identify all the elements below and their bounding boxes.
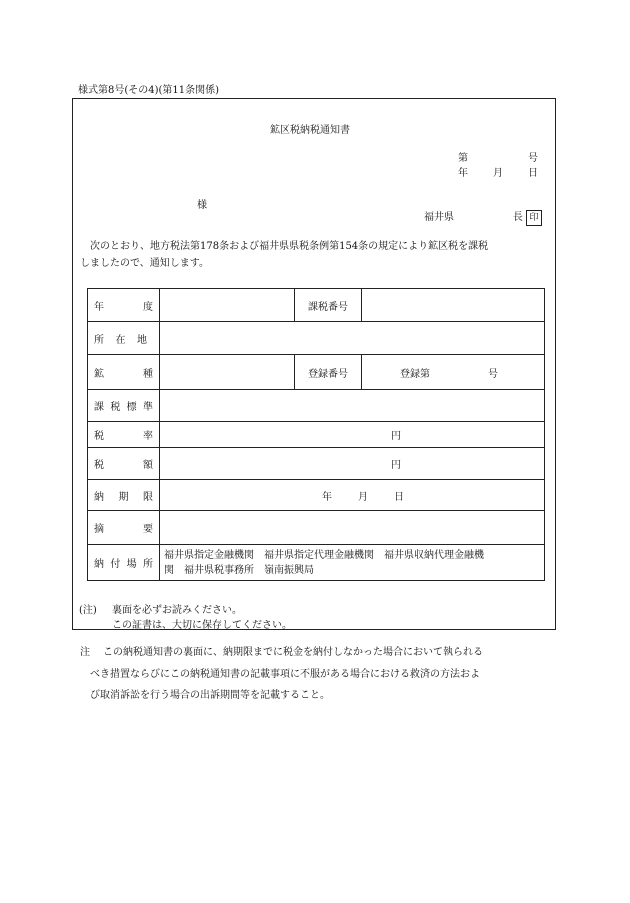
notes-label: (注)	[79, 605, 97, 616]
notice-date: 年 月 日	[458, 168, 538, 179]
document-title: 鉱区税納税通知書	[270, 125, 350, 136]
table-row	[88, 355, 545, 390]
table-row	[88, 422, 545, 448]
value-shozaichi	[160, 322, 545, 355]
value-koshu	[160, 355, 295, 390]
seal-mark: 印	[526, 210, 542, 226]
table-row	[88, 480, 545, 511]
value-kazei-hyojun	[160, 390, 545, 422]
table-row	[88, 511, 545, 545]
value-zeiritsu: 円	[160, 422, 545, 448]
intro-line-2: しましたので、通知します。	[80, 258, 209, 269]
addressee-suffix: 様	[197, 200, 207, 211]
label-zeigaku: 税 額	[88, 448, 160, 480]
label-tekiyo: 摘 要	[88, 511, 160, 545]
issuer-prefecture: 福井県	[424, 212, 454, 223]
value-toroku: 登録第 号	[362, 355, 545, 390]
intro-line-1: 次のとおり、地方税法第178条および福井県県税条例第154条の規定により鉱区税を課税	[90, 241, 489, 252]
table-row	[88, 390, 545, 422]
form-number: 様式第8号(その4)(第11条関係)	[78, 85, 220, 96]
table-row	[88, 322, 545, 355]
label-zeiritsu: 税 率	[88, 422, 160, 448]
value-nofu-basho: 福井県指定金融機関 福井県指定代理金融機関 福井県収納代理金融機 関 福井県税事務所 嶺南振興局	[160, 545, 545, 581]
label-kazei-bango: 課税番号	[295, 289, 362, 322]
value-tekiyo	[160, 511, 545, 545]
value-nendo	[160, 289, 295, 322]
table-row	[88, 448, 545, 480]
tax-details-table	[87, 288, 545, 581]
value-nouki: 年 月 日	[160, 480, 545, 511]
issuer-title: 長	[512, 212, 523, 223]
label-shozaichi: 所 在 地	[88, 322, 160, 355]
label-nendo: 年 度	[88, 289, 160, 322]
footnote-label: 注	[80, 647, 90, 658]
label-nofu-basho: 納 付 場 所	[88, 545, 160, 581]
label-koshu: 鉱 種	[88, 355, 160, 390]
footnote-line-3: び取消訴訟を行う場合の出訴期間等を記載すること。	[90, 690, 330, 701]
table-row	[88, 289, 545, 322]
label-kazei-hyojun: 課 税 標 準	[88, 390, 160, 422]
footnote-line-2: べき措置ならびにこの納税通知書の記載事項に不服がある場合における救済の方法およ	[90, 669, 480, 680]
notes-line-2: この証書は、大切に保存してください。	[112, 620, 292, 631]
value-kazei-bango	[362, 289, 545, 322]
label-nouki: 納 期 限	[88, 480, 160, 511]
footnote-line-1: この納税通知書の裏面に、納期限までに税金を納付しなかった場合において執られる	[103, 647, 483, 658]
notes-line-1: 裏面を必ずお読みください。	[112, 605, 242, 616]
issuer-line	[424, 208, 542, 226]
value-zeigaku: 円	[160, 448, 545, 480]
table-row	[88, 545, 545, 581]
notice-number: 第 号	[458, 153, 538, 164]
label-toroku-bango: 登録番号	[295, 355, 362, 390]
